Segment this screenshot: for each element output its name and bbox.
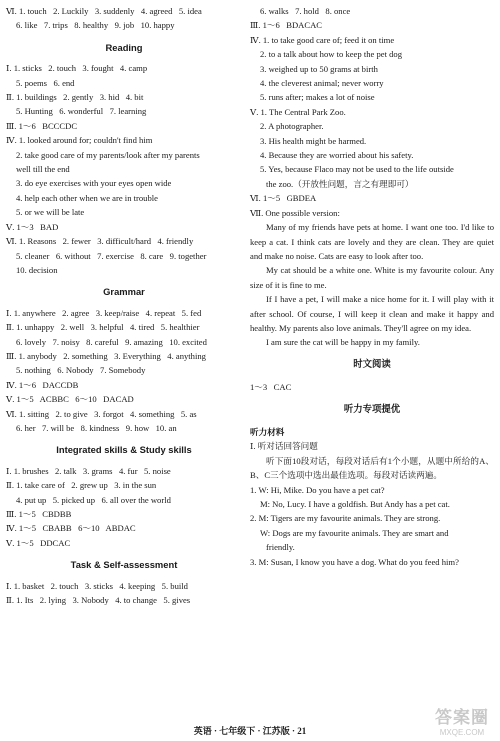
answer-line: Ⅳ. 1. looked around for; couldn't find him [6,135,153,146]
answer-line: 2. A photographer. [260,121,324,132]
answer-line: 5. Hunting 6. wonderful 7. learning [16,106,147,117]
answer-line: Ⅵ. 1. touch 2. Luckily 3. suddenly 4. agreed 5. idea [6,6,202,16]
answer-line: Ⅰ. 1. sticks 2. touch 3. fought 4. camp [6,63,148,74]
answer-line: 2. take good care of my parents/look after my parents [16,149,200,160]
answer-line: Ⅴ. 1～5 DDCAC [6,537,71,548]
answer-line: 3. do eye exercises with your eyes open wide [16,178,172,189]
answer-line: 5. poems 6. end [16,77,75,88]
answer-line: Ⅲ. 1～6 BDACAC [250,20,323,31]
dialogue-line: W: Dogs are my favourite animals. They are smart and [260,527,449,538]
left-column [6,4,242,607]
essay-paragraph: My cat should be a white one. White is my favourite colour. Any size of it is fine to me. [250,265,494,290]
answer-line: 5. Yes, because Flaco may not be used to the life outside [260,164,454,175]
answer-line: Ⅳ. 1～5 CBABB 6～10 ABDAC [6,523,136,534]
answer-line: the zoo.（开放性问题，言之有理即可） [266,178,414,189]
watermark-logo [430,709,494,739]
essay-paragraph: Many of my friends have pets at home. I want one too. I'd like to keep a cat. I think cats are lovely and they are clean. They are quiet and make no noise. Cats are easy to look after too. [250,222,494,261]
answer-line: Ⅱ. 1. take care of 2. grew up 3. in the sun [6,480,157,491]
answer-line: Ⅴ. 1. The Central Park Zoo. [250,106,346,117]
dialogue-line: M: No, Lucy. I have a goldfish. But Andy has a pet cat. [260,499,450,509]
answer-line: Ⅴ. 1～3 BAD [6,221,59,232]
answer-line: 1～3 CAC [250,382,292,393]
answer-line: 6. like 7. trips 8. healthy 9. job 10. happy [16,20,175,31]
answer-line: Ⅴ. 1～5 ACBBC 6～10 DACAD [6,394,134,405]
essay-paragraph: If I have a pet, I will make a nice home for it. I will play with it after school. Of course, I will keep it clean and make it happy and healthy. My parents also love animals. They'll agree on my idea. [250,294,494,333]
dialogue-line: 1. W: Hi, Mike. Do you have a pet cat? [250,484,385,495]
answer-line: 4. help each other when we are in trouble [16,192,158,203]
answer-line: Ⅳ. 1～6 DACCDB [6,379,79,390]
listening-instructions: 听下面10段对话，每段对话后有1个小题，从题中所给的A、B、C三个选项中选出最佳选项。每段对话读两遍。 [250,455,494,481]
answer-line: Ⅰ. 1. basket 2. touch 3. sticks 4. keeping 5. build [6,580,188,591]
answer-line: Ⅲ. 1～6 BCCCDC [6,120,78,131]
answer-line: Ⅰ. 1. brushes 2. talk 3. grams 4. fur 5. noise [6,465,171,476]
answer-line: 6. her 7. will be 8. kindness 9. how 10. an [16,422,177,433]
watermark-url: MXQE.COM [439,728,485,737]
answer-line: 5. runs after; makes a lot of noise [260,92,375,103]
answer-line: 4. the cleverest animal; never worry [260,78,384,89]
answer-line: 2. to a talk about how to keep the pet dog [260,49,403,60]
answer-line: Ⅱ. 1. buildings 2. gently 3. hid 4. bit [6,92,144,103]
answer-line: 6. walks 7. hold 8. once [260,6,351,16]
answer-line: Ⅵ. 1. Reasons 2. fewer 3. difficult/hard 4. friendly [6,236,194,247]
essay-paragraph: I am sure the cat will be happy in my family. [266,337,420,348]
answer-line: Ⅳ. 1. to take good care of; feed it on time [250,34,395,45]
answer-line: 3. weighed up to 50 grams at birth [260,63,378,74]
answer-line: 4. Because they are worried about his safety. [260,150,414,161]
answer-line: 5. or we will be late [16,207,85,218]
answer-line: 5. nothing 6. Nobody 7. Somebody [16,365,146,376]
answer-line: Ⅲ. 1～5 CBDBB [6,509,72,519]
answer-line: Ⅶ. One possible version: [250,207,340,218]
section-heading-task: Task & Self-assessment [70,559,178,571]
right-column [250,4,494,569]
answer-line: 5. cleaner 6. without 7. exercise 8. care 9. together [16,250,207,261]
section-heading-shiwen: 时文阅读 [353,359,391,370]
dialogue-line: 2. M: Tigers are my favourite animals. They are strong. [250,513,441,524]
answer-line: Ⅲ. 1. anybody 2. something 3. Everything 4. anything [6,350,206,361]
answer-line: 3. His health might be harmed. [260,135,367,146]
answer-line: 6. lovely 7. noisy 8. careful 9. amazing 10. excited [16,336,207,347]
answer-line: 10. decision [16,264,58,275]
answer-line: Ⅱ. 1. unhappy 2. well 3. helpful 4. tired 5. healthier [6,322,200,333]
listening-section-title: Ⅰ. 听对话回答问题 [250,441,318,452]
watermark-text: 答案圈 [435,708,489,727]
answer-line: Ⅵ. 1. sitting 2. to give 3. forgot 4. something 5. as [6,408,197,419]
page-footer: 英语 · 七年级下 · 江苏版 · 21 [193,726,307,736]
section-heading-grammar: Grammar [103,286,145,298]
answer-line: 4. put up 5. picked up 6. all over the world [16,494,171,505]
dialogue-line: friendly. [266,542,295,553]
answer-line: well till the end [16,164,70,175]
dialogue-line: 3. M: Susan, I know you have a dog. What do you feed him? [250,556,459,567]
section-heading-integrated-skills: Integrated skills & Study skills [56,444,192,456]
answer-line: Ⅰ. 1. anywhere 2. agree 3. keep/raise 4. repeat 5. fed [6,307,202,318]
answer-line: Ⅱ. 1. Its 2. lying 3. Nobody 4. to change 5. gives [6,595,191,606]
answer-line: Ⅵ. 1～5 GBDEA [250,193,317,204]
section-heading-listening: 听力专项提优 [343,404,401,415]
section-heading-reading: Reading [105,41,143,53]
listening-material-title: 听力材料 [250,426,285,437]
